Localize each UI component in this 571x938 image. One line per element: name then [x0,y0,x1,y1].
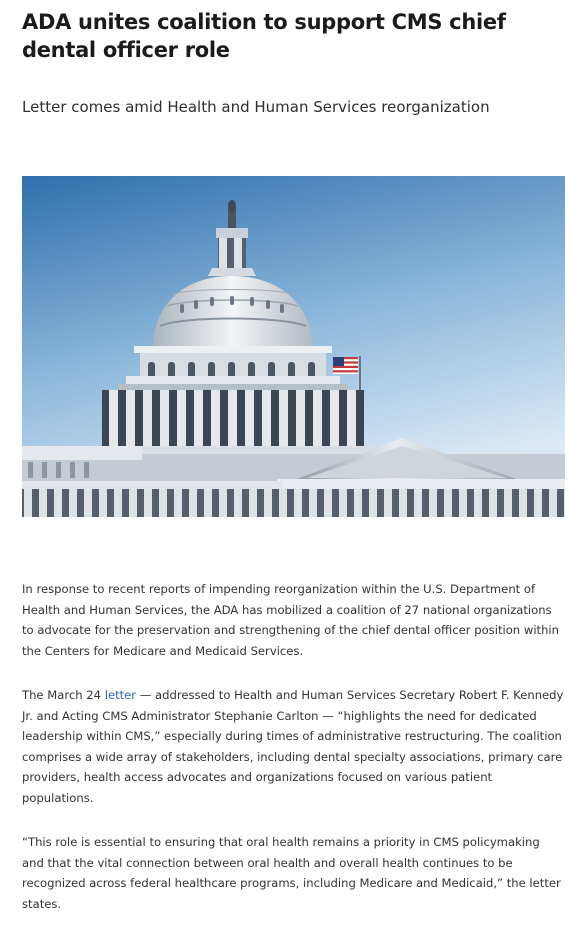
paragraph-text: — addressed to Health and Human Services Secretary Robert F. Kennedy Jr. and Acting CMS Administrator Stephanie Carlton — “highlights the need for dedicated leadership within CMS,” especially during times of administrative restructuring. The coalition comprises a wide array of stakeholders, including dental specialty associations, primary care providers, health access advocates and organizations focused on various patient populations. [22,688,564,805]
article-paragraph: “This role is essential to ensuring that oral health remains a priority in CMS policymaking and that the vital connection between oral health and overall health continues to be recognized across federal healthcare programs, including Medicare and Medicaid,” the letter states. [22,835,561,911]
capitol-dome-image [22,176,565,517]
article [22,0,565,938]
article-headline: ADA unites coalition to support CMS chief dental officer role [22,10,506,62]
article-paragraph [22,685,565,808]
article-subheadline: Letter comes amid Health and Human Services reorganization [22,98,490,116]
paragraph-text: The March 24 [22,688,105,702]
letter-link[interactable]: letter [104,688,137,702]
article-body [22,579,565,914]
article-paragraph: In response to recent reports of impending reorganization within the U.S. Department of Health and Human Services, the ADA has mobilized a coalition of 27 national organizations to advocate for the preservation and strengthening of the chief dental officer position within the Centers for Medicare and Medicaid Services. [22,582,559,658]
american-flag-icon [333,357,358,374]
